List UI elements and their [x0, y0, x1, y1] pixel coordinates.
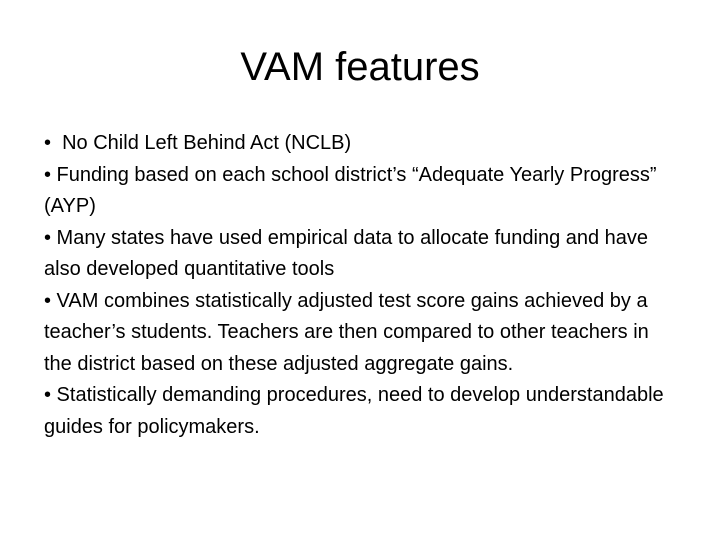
bullet-funding-ayp: • Funding based on each school district’s “Adequate Yearly Progress” (AYP) — [44, 163, 663, 217]
bullet-statistically-demanding: • Statistically demanding procedures, need to develop understandable guides for policymakers. — [44, 384, 670, 438]
bullet-vam-combines: • VAM combines statistically adjusted test score gains achieved by a teacher’s students. Teachers are then compared to other teachers in the district based on these adjusted aggregate gains. — [44, 289, 655, 375]
bullet-states-empirical-data: • Many states have used empirical data to allocate funding and have also developed quantitative tools — [44, 226, 654, 280]
slide-title: VAM features — [240, 45, 480, 89]
slide-body — [44, 128, 674, 443]
bullet-nclb: • No Child Left Behind Act (NCLB) — [44, 132, 352, 154]
